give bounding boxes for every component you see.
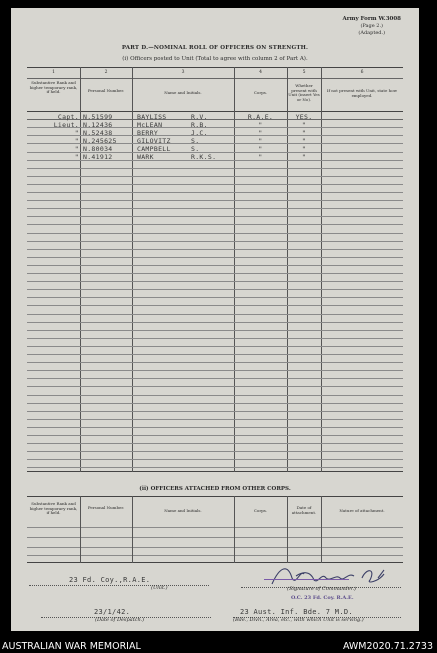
cell-present: YES. <box>295 112 313 121</box>
ii-header-nature: Nature of attachment. <box>339 508 385 513</box>
cell-present: " <box>301 120 307 129</box>
cell-initials: S. <box>191 136 200 145</box>
cell-number: N.51599 <box>83 112 113 121</box>
table-rule <box>27 305 403 306</box>
table-rule <box>27 435 403 436</box>
column-number: 5 <box>302 70 306 75</box>
cell-rank: " <box>74 128 79 137</box>
cell-rank: Capt. <box>57 112 79 121</box>
despatch-date: 23/1/42. <box>94 608 131 616</box>
ii-header-corps: Corps. <box>253 508 268 513</box>
form-identifier <box>342 16 401 37</box>
table-rule <box>27 257 403 258</box>
table-rule <box>27 241 403 242</box>
table-rule <box>27 322 403 323</box>
table-rule <box>27 451 403 452</box>
column-number: 4 <box>259 70 262 75</box>
table-rule <box>27 249 403 250</box>
table-rule <box>27 330 403 331</box>
cell-number: N.12436 <box>83 120 113 129</box>
cell-initials: R.B. <box>191 120 208 129</box>
column-number: 1 <box>52 70 55 75</box>
table-rule <box>27 184 403 185</box>
formation-caption: (Bde., Divn., Area, etc., with which Unit is serving.) <box>233 617 364 623</box>
nominal-roll-table <box>27 67 403 472</box>
cell-name: WARK <box>137 153 154 161</box>
cell-initials: R.K.S. <box>191 153 217 161</box>
table-rule <box>27 265 403 266</box>
form-adapted: (Adapted.) <box>358 30 386 36</box>
cell-present: " <box>301 153 307 161</box>
cell-present: " <box>301 144 307 153</box>
part-ii-title: (ii) OFFICERS ATTACHED FROM OTHER CORPS. <box>139 486 291 492</box>
form-page-number: (Page 2.) <box>360 23 383 29</box>
table-rule <box>27 378 403 379</box>
table-rule <box>27 427 403 428</box>
cell-initials: S. <box>191 144 200 153</box>
cell-name: GILOVITZ <box>137 136 171 145</box>
table-rule <box>27 459 403 460</box>
cell-rank: Lieut. <box>53 120 79 129</box>
table-rule <box>27 395 403 396</box>
cell-rank: " <box>74 144 79 153</box>
attached-officers-table <box>27 496 403 563</box>
table-rule <box>27 224 403 225</box>
header-personal-number: Personal Number. <box>87 88 125 93</box>
commander-stamp: O.C. 23 Fd. Coy. R.A.E. <box>291 595 354 601</box>
cell-number: N.80034 <box>83 144 113 153</box>
table-rule <box>27 354 403 355</box>
table-rule <box>27 370 403 371</box>
ii-header-rank: Substantive Rank and higher temporary rank, if held. <box>29 501 78 516</box>
table-rule <box>27 273 403 274</box>
cell-number: N.52438 <box>83 128 113 137</box>
cell-corps: " <box>258 144 263 153</box>
table-rule <box>27 419 403 420</box>
table-rule <box>27 403 403 404</box>
cell-name: BERRY <box>137 128 159 137</box>
table-rule <box>27 411 403 412</box>
table-rule <box>27 192 403 193</box>
table-rule <box>27 233 403 234</box>
cell-corps: " <box>258 128 263 137</box>
form-page <box>11 8 419 631</box>
unit-caption: (Unit.) <box>151 585 168 591</box>
ii-header-date: Date of attachment. <box>291 505 317 515</box>
header-employment: If not present with Unit, state how employed. <box>326 88 398 98</box>
archive-reference: AWM2020.71.2733 <box>342 641 433 652</box>
table-rule <box>27 386 403 387</box>
cell-corps: R.A.E. <box>247 112 274 121</box>
commander-signature <box>266 560 396 588</box>
table-rule <box>27 289 403 290</box>
column-number: 2 <box>104 70 108 75</box>
commander-caption: (Signature of Commander.) <box>287 586 357 592</box>
cell-number: N.245625 <box>83 136 117 145</box>
cell-name: BAYLISS <box>137 112 167 121</box>
cell-initials: R.V. <box>191 112 208 121</box>
part-d-title: PART D.—NOMINAL ROLL OF OFFICERS ON STRENGTH. <box>121 45 309 51</box>
cell-rank: " <box>74 153 79 161</box>
cell-name: CAMPBELL <box>137 144 171 153</box>
date-caption: (Date of Despatch.) <box>95 617 145 623</box>
archive-name: AUSTRALIAN WAR MEMORIAL <box>2 641 141 652</box>
cell-initials: J.C. <box>191 128 208 137</box>
cell-corps: " <box>258 136 263 145</box>
cell-corps: " <box>258 153 263 161</box>
stamp-line <box>264 579 349 580</box>
cell-rank: " <box>74 136 79 145</box>
column-number: 3 <box>181 70 185 75</box>
table-rule <box>27 168 403 169</box>
header-present: Whether present with Unit (insert Yes or No). <box>288 83 320 102</box>
table-rule <box>27 200 403 201</box>
table-rule <box>27 338 403 339</box>
table-rule <box>27 467 403 468</box>
unit-name: 23 Fd. Coy.,R.A.E. <box>69 576 151 584</box>
formation: 23 Aust. Inf. Bde. 7 M.D. <box>240 608 353 616</box>
table-rule <box>27 362 403 363</box>
archive-footer <box>0 640 437 653</box>
cell-present: " <box>301 136 307 145</box>
table-rule <box>27 346 403 347</box>
table-rule <box>27 216 403 217</box>
table-rule <box>27 208 403 209</box>
cell-number: N.41912 <box>83 153 113 161</box>
ii-header-name: Name and Initials. <box>164 508 202 513</box>
cell-name: McLEAN <box>137 120 163 129</box>
ii-header-personal-number: Personal Number. <box>87 505 125 510</box>
header-name: Name and Initials. <box>164 90 202 95</box>
cell-present: " <box>301 128 307 137</box>
table-rule <box>27 314 403 315</box>
header-corps: Corps. <box>253 90 268 95</box>
table-rule <box>27 281 403 282</box>
table-rule <box>27 443 403 444</box>
part-d-subtitle: (i) Officers posted to Unit (Total to agree with column 2 of Part A). <box>122 56 308 62</box>
table-rule <box>27 297 403 298</box>
column-number: 6 <box>360 70 364 75</box>
form-number: Army Form W.3008 <box>342 16 401 22</box>
cell-corps: " <box>258 120 263 129</box>
table-rule <box>27 176 403 177</box>
header-rank: Substantive Rank and higher temporary rank, if held. <box>29 80 78 95</box>
